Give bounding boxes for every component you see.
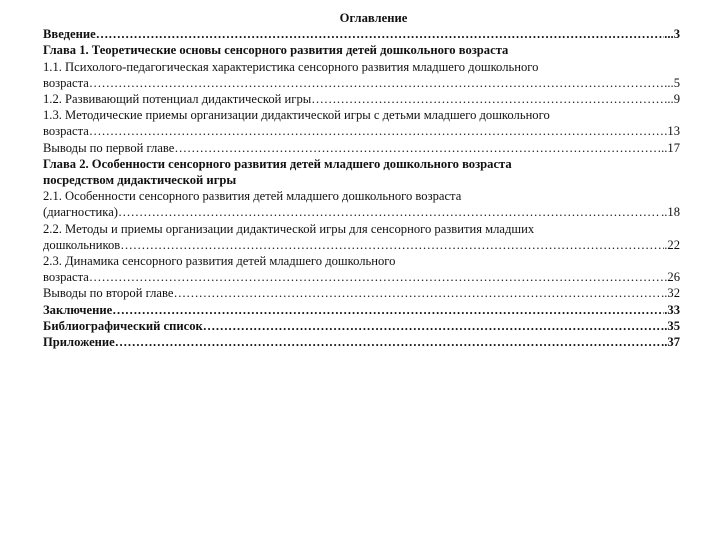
toc-entry-bibliography bbox=[43, 318, 680, 334]
dot-leader bbox=[203, 318, 664, 334]
dot-leader bbox=[174, 140, 661, 156]
toc-entry-page: ..18 bbox=[661, 205, 680, 220]
toc-entry-page: .35 bbox=[664, 318, 680, 333]
toc-entry-2-2-line2 bbox=[43, 237, 680, 253]
dot-leader bbox=[89, 269, 664, 285]
toc-entry-text: Выводы по второй главе bbox=[43, 286, 174, 301]
toc-entry-chapter-2-line2: посредством дидактической игры bbox=[43, 173, 237, 188]
toc-entry-appendix bbox=[43, 334, 680, 350]
toc-entry-page: ..17 bbox=[661, 140, 680, 155]
dot-leader bbox=[89, 123, 664, 139]
toc-entry-1-3-line2 bbox=[43, 123, 680, 139]
toc-entry-page: .13 bbox=[664, 124, 680, 139]
toc-entry-text: возраста bbox=[43, 270, 89, 285]
toc-entry-text: Введение bbox=[43, 27, 96, 42]
toc-entry-page: .33 bbox=[664, 302, 680, 317]
toc-entry-text: Библиографический список bbox=[43, 318, 203, 333]
toc-entry-page: ...5 bbox=[664, 75, 680, 90]
toc-entry-chapter-2-line1: Глава 2. Особенности сенсорного развития детей младшего дошкольного возраста bbox=[43, 156, 512, 171]
toc-entry-page: ...3 bbox=[664, 27, 680, 42]
toc-entry-chapter-1: Глава 1. Теоретические основы сенсорного развития детей дошкольного возраста bbox=[43, 43, 509, 58]
toc-entry-1-1-line1: 1.1. Психолого-педагогическая характеристика сенсорного развития младшего дошкольного bbox=[43, 59, 539, 74]
dot-leader bbox=[96, 26, 665, 42]
toc-entry-2-3-line2 bbox=[43, 269, 680, 285]
dot-leader bbox=[115, 334, 661, 350]
toc-entry-text: возраста bbox=[43, 124, 89, 139]
toc-entry-text: Приложение bbox=[43, 335, 115, 350]
toc-entry-text: Выводы по первой главе bbox=[43, 140, 175, 155]
toc-entry-2-1-line1: 2.1. Особенности сенсорного развития детей младшего дошкольного возраста bbox=[43, 189, 462, 204]
dot-leader bbox=[173, 285, 661, 301]
toc-entry-1-3-line1: 1.3. Методические приемы организации дидактической игры с детьми младшего дошкольного bbox=[43, 108, 550, 123]
toc-entry-conclusions-2 bbox=[43, 285, 680, 301]
dot-leader bbox=[118, 204, 661, 220]
toc-entry-introduction bbox=[43, 26, 680, 42]
toc-entry-page: ...9 bbox=[664, 92, 680, 107]
toc-entry-page: ..37 bbox=[661, 335, 680, 350]
toc-entry-2-2-line1: 2.2. Методы и приемы организации дидактической игры для сенсорного развития младших bbox=[43, 221, 535, 236]
toc-entry-1-1-line2 bbox=[43, 75, 680, 91]
toc-entry-page: .26 bbox=[664, 270, 680, 285]
toc-title: Оглавление bbox=[339, 11, 408, 25]
toc-entry-text: (диагностика) bbox=[43, 205, 118, 220]
toc-entry-page: ..32 bbox=[661, 286, 680, 301]
dot-leader bbox=[120, 237, 664, 253]
toc-entry-1-2 bbox=[43, 91, 680, 107]
toc-entry-2-3-line1: 2.3. Динамика сенсорного развития детей младшего дошкольного bbox=[43, 254, 396, 269]
toc-entry-2-1-line2 bbox=[43, 204, 680, 220]
toc-entry-text: возраста bbox=[43, 75, 89, 90]
toc-entry-text: дошкольников bbox=[43, 237, 121, 252]
dot-leader bbox=[311, 91, 664, 107]
toc-entry-conclusion bbox=[43, 302, 680, 318]
toc-entry-conclusions-1 bbox=[43, 140, 680, 156]
toc-entry-text: Заключение bbox=[43, 302, 113, 317]
table-of-contents bbox=[43, 10, 680, 350]
dot-leader bbox=[112, 302, 664, 318]
dot-leader bbox=[89, 75, 664, 91]
toc-entry-page: .22 bbox=[664, 237, 680, 252]
toc-entry-text: 1.2. Развивающий потенциал дидактической игры bbox=[43, 92, 312, 107]
